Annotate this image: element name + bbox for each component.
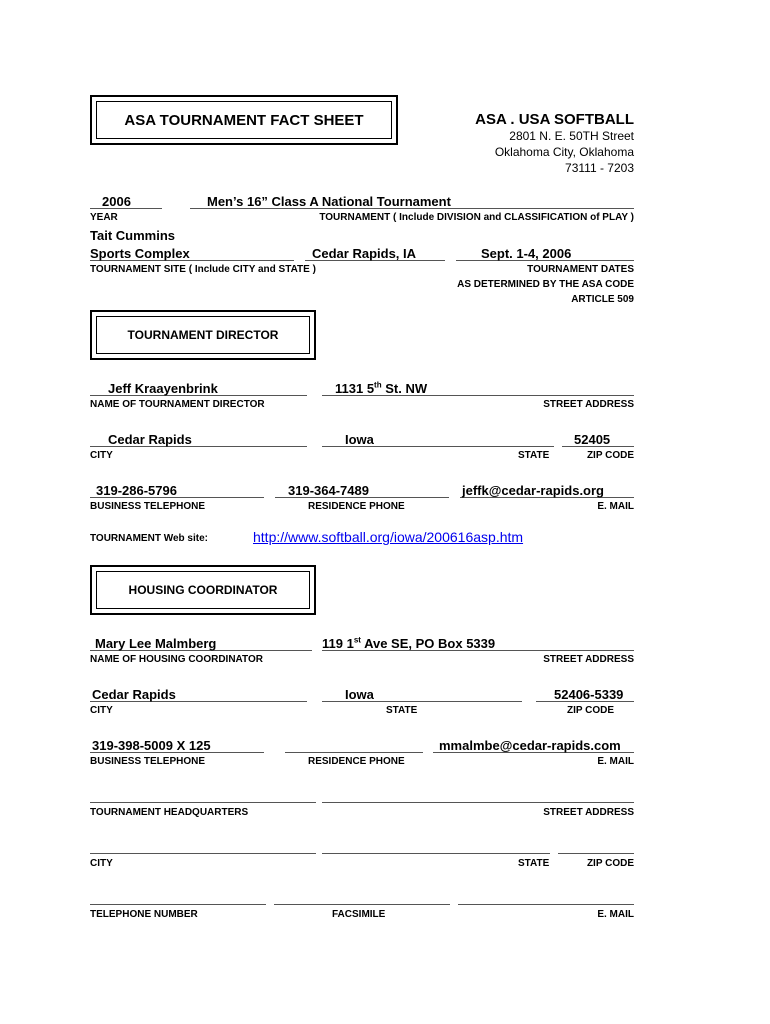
director-state: Iowa — [345, 432, 374, 447]
director-section-title: TOURNAMENT DIRECTOR — [127, 328, 279, 342]
housing-section-box — [90, 565, 316, 615]
director-state-label: STATE — [518, 450, 550, 461]
director-street-label: STREET ADDRESS — [543, 399, 634, 410]
year-label: YEAR — [90, 212, 118, 223]
director-residence-phone: 319-364-7489 — [288, 483, 369, 498]
website-link[interactable]: http://www.softball.org/iowa/200616asp.htm — [253, 529, 524, 545]
housing-section-title: HOUSING COORDINATOR — [128, 583, 278, 597]
title-box — [90, 95, 398, 145]
dates-label-1: TOURNAMENT DATES — [527, 264, 634, 275]
hq-state-label: STATE — [518, 858, 550, 869]
hq-label: TOURNAMENT HEADQUARTERS — [90, 807, 249, 818]
housing-street-rest: Ave SE, PO Box 5339 — [360, 636, 496, 651]
hq-email-label: E. MAIL — [597, 909, 634, 920]
housing-business-phone-label: BUSINESS TELEPHONE — [90, 756, 206, 767]
director-residence-phone-label: RESIDENCE PHONE — [308, 501, 405, 512]
director-city: Cedar Rapids — [108, 432, 192, 447]
dates-label-3: ARTICLE 509 — [571, 294, 634, 305]
site-city: Cedar Rapids, IA — [312, 246, 417, 261]
director-street — [335, 381, 427, 396]
housing-city-label: CITY — [90, 705, 113, 716]
tournament-dates: Sept. 1-4, 2006 — [481, 246, 572, 261]
hq-zip-label: ZIP CODE — [586, 858, 634, 869]
org-address-1: 2801 N. E. 50TH Street — [509, 129, 634, 143]
housing-business-phone: 319-398-5009 X 125 — [92, 738, 211, 753]
site-line-1: Tait Cummins — [90, 228, 175, 243]
housing-email-label: E. MAIL — [597, 756, 634, 767]
site-line-2: Sports Complex — [90, 246, 190, 261]
housing-city: Cedar Rapids — [92, 687, 176, 702]
director-business-phone: 319-286-5796 — [96, 483, 177, 498]
dates-label-2: AS DETERMINED BY THE ASA CODE — [457, 279, 634, 290]
housing-name-label: NAME OF HOUSING COORDINATOR — [90, 654, 263, 665]
housing-street-num: 119 1 — [322, 636, 354, 651]
housing-street-sup: st — [353, 635, 361, 645]
housing-email: mmalmbe@cedar-rapids.com — [439, 738, 621, 753]
form-title: ASA TOURNAMENT FACT SHEET — [124, 112, 364, 129]
director-street-sup: th — [374, 380, 382, 390]
director-street-rest: St. NW — [381, 381, 428, 396]
director-email-label: E. MAIL — [597, 501, 634, 512]
hq-city-label: CITY — [90, 858, 113, 869]
tournament-label: TOURNAMENT ( Include DIVISION and CLASSIFICATION of PLAY ) — [319, 212, 634, 223]
director-business-phone-label: BUSINESS TELEPHONE — [90, 501, 206, 512]
hq-street-label: STREET ADDRESS — [543, 807, 634, 818]
tournament-name-value: Men’s 16” Class A National Tournament — [207, 194, 451, 209]
org-name: ASA . USA SOFTBALL — [475, 111, 634, 128]
director-name-label: NAME OF TOURNAMENT DIRECTOR — [90, 399, 265, 410]
site-label: TOURNAMENT SITE ( Include CITY and STATE ) — [90, 264, 316, 275]
director-street-num: 1131 5 — [335, 381, 375, 396]
hq-fax-label: FACSIMILE — [332, 909, 386, 920]
org-address-3: 73111 - 7203 — [565, 161, 634, 175]
director-city-label: CITY — [90, 450, 113, 461]
housing-zip: 52406-5339 — [554, 687, 624, 702]
director-zip: 52405 — [574, 432, 611, 447]
housing-zip-label: ZIP CODE — [567, 705, 615, 716]
director-name: Jeff Kraayenbrink — [108, 381, 218, 396]
hq-phone-label: TELEPHONE NUMBER — [90, 909, 198, 920]
website-label: TOURNAMENT Web site: — [90, 533, 208, 544]
housing-residence-phone-label: RESIDENCE PHONE — [308, 756, 405, 767]
org-address-2: Oklahoma City, Oklahoma — [494, 145, 634, 159]
housing-name: Mary Lee Malmberg — [95, 636, 217, 651]
director-section-box — [90, 310, 316, 360]
director-zip-label: ZIP CODE — [586, 450, 634, 461]
housing-street — [322, 636, 495, 651]
housing-state: Iowa — [345, 687, 374, 702]
year-value: 2006 — [102, 194, 131, 209]
housing-street-label: STREET ADDRESS — [543, 654, 634, 665]
director-email: jeffk@cedar-rapids.org — [462, 483, 604, 498]
housing-state-label: STATE — [386, 705, 418, 716]
